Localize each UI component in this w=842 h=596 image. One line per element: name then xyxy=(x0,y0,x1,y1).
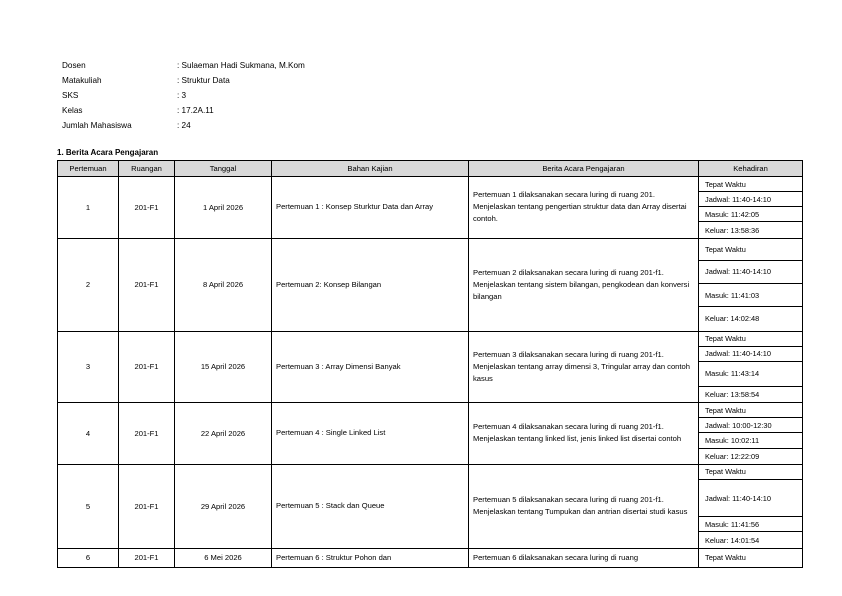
info-label: Dosen xyxy=(62,61,86,70)
cell-berita-acara: Pertemuan 1 dilaksanakan secara luring di ruang 201. Menjelaskan tentang pengertian struktur data dan Array disertai contoh. xyxy=(469,177,699,239)
cell-kehadiran-jadwal: Jadwal: 11:40-14:10 xyxy=(699,479,803,516)
cell-kehadiran-status: Tepat Waktu xyxy=(699,403,803,418)
cell-pertemuan: 4 xyxy=(58,403,119,465)
cell-kehadiran-keluar: Keluar: 13:58:36 xyxy=(699,222,803,238)
info-value: : 17.2A.11 xyxy=(177,106,214,115)
table-row xyxy=(58,177,803,192)
cell-berita-acara: Pertemuan 3 dilaksanakan secara luring di ruang 201-f1. Menjelaskan tentang array dimensi 3, Tringular array dan contoh kasus xyxy=(469,331,699,403)
info-value: : 24 xyxy=(177,121,191,130)
info-row-sks xyxy=(62,88,305,103)
cell-kehadiran-masuk: Masuk: 11:41:03 xyxy=(699,284,803,307)
cell-pertemuan: 6 xyxy=(58,548,119,567)
info-label: Matakuliah xyxy=(62,76,102,85)
cell-tanggal: 22 April 2026 xyxy=(175,403,272,465)
cell-ruangan: 201-F1 xyxy=(119,177,175,239)
cell-kehadiran-keluar: Keluar: 14:02:48 xyxy=(699,307,803,331)
info-row-jumlah-mahasiswa xyxy=(62,118,305,133)
header-kehadiran: Kehadiran xyxy=(699,161,803,177)
cell-bahan-kajian: Pertemuan 4 : Single Linked List xyxy=(272,403,469,465)
cell-pertemuan: 2 xyxy=(58,238,119,331)
info-label: Jumlah Mahasiswa xyxy=(62,121,132,130)
cell-ruangan: 201-F1 xyxy=(119,548,175,567)
section-title: 1. Berita Acara Pengajaran xyxy=(57,148,159,157)
table-header-row xyxy=(58,161,803,177)
cell-kehadiran-jadwal: Jadwal: 11:40-14:10 xyxy=(699,346,803,361)
cell-kehadiran-masuk: Masuk: 11:43:14 xyxy=(699,361,803,386)
header-berita-acara: Berita Acara Pengajaran xyxy=(469,161,699,177)
header-tanggal: Tanggal xyxy=(175,161,272,177)
info-row-matakuliah xyxy=(62,73,305,88)
cell-bahan-kajian: Pertemuan 1 : Konsep Sturktur Data dan Array xyxy=(272,177,469,239)
table-row xyxy=(58,331,803,346)
header-pertemuan: Pertemuan xyxy=(58,161,119,177)
cell-ruangan: 201-F1 xyxy=(119,403,175,465)
cell-bahan-kajian: Pertemuan 3 : Array Dimensi Banyak xyxy=(272,331,469,403)
info-row-kelas xyxy=(62,103,305,118)
cell-kehadiran-keluar: Keluar: 13:58:54 xyxy=(699,387,803,403)
berita-acara-table xyxy=(57,160,803,568)
info-label: SKS xyxy=(62,91,79,100)
course-info xyxy=(62,58,305,133)
cell-tanggal: 15 April 2026 xyxy=(175,331,272,403)
cell-kehadiran-status: Tepat Waktu xyxy=(699,177,803,192)
cell-berita-acara: Pertemuan 6 dilaksanakan secara luring di ruang xyxy=(469,548,699,567)
info-row-dosen xyxy=(62,58,305,73)
cell-tanggal: 29 April 2026 xyxy=(175,464,272,548)
cell-kehadiran-keluar: Keluar: 12:22:09 xyxy=(699,448,803,464)
cell-kehadiran-masuk: Masuk: 10:02:11 xyxy=(699,433,803,448)
cell-kehadiran-masuk: Masuk: 11:42:05 xyxy=(699,207,803,222)
info-value: : Sulaeman Hadi Sukmana, M.Kom xyxy=(177,61,305,70)
cell-ruangan: 201-F1 xyxy=(119,331,175,403)
cell-kehadiran-masuk: Masuk: 11:41:56 xyxy=(699,517,803,532)
cell-kehadiran-jadwal: Jadwal: 11:40-14:10 xyxy=(699,260,803,283)
cell-kehadiran-keluar: Keluar: 14:01:54 xyxy=(699,532,803,548)
table-row xyxy=(58,548,803,567)
cell-tanggal: 8 April 2026 xyxy=(175,238,272,331)
cell-berita-acara: Pertemuan 2 dilaksanakan secara luring di ruang 201-f1. Menjelaskan tentang sistem bilangan, pengkodean dan konversi bilangan xyxy=(469,238,699,331)
cell-kehadiran-jadwal: Jadwal: 10:00-12:30 xyxy=(699,418,803,433)
cell-pertemuan: 1 xyxy=(58,177,119,239)
cell-berita-acara: Pertemuan 5 dilaksanakan secara luring di ruang 201-f1. Menjelaskan tentang Tumpukan dan antrian disertai studi kasus xyxy=(469,464,699,548)
cell-tanggal: 1 April 2026 xyxy=(175,177,272,239)
info-label: Kelas xyxy=(62,106,83,115)
cell-bahan-kajian: Pertemuan 6 : Struktur Pohon dan xyxy=(272,548,469,567)
cell-bahan-kajian: Pertemuan 2: Konsep Bilangan xyxy=(272,238,469,331)
table-row xyxy=(58,403,803,418)
info-value: : Struktur Data xyxy=(177,76,230,85)
cell-kehadiran-status: Tepat Waktu xyxy=(699,548,803,567)
cell-kehadiran-status: Tepat Waktu xyxy=(699,238,803,260)
cell-kehadiran-status: Tepat Waktu xyxy=(699,464,803,479)
info-value: : 3 xyxy=(177,91,187,100)
cell-tanggal: 6 Mei 2026 xyxy=(175,548,272,567)
cell-ruangan: 201-F1 xyxy=(119,464,175,548)
cell-ruangan: 201-F1 xyxy=(119,238,175,331)
table-row xyxy=(58,238,803,260)
cell-pertemuan: 3 xyxy=(58,331,119,403)
cell-pertemuan: 5 xyxy=(58,464,119,548)
header-bahan-kajian: Bahan Kajian xyxy=(272,161,469,177)
cell-kehadiran-jadwal: Jadwal: 11:40-14:10 xyxy=(699,192,803,207)
cell-kehadiran-status: Tepat Waktu xyxy=(699,331,803,346)
cell-berita-acara: Pertemuan 4 dilaksanakan secara luring di ruang 201-f1. Menjelaskan tentang linked list, jenis linked list disertai contoh xyxy=(469,403,699,465)
table-row xyxy=(58,464,803,479)
cell-bahan-kajian: Pertemuan 5 : Stack dan Queue xyxy=(272,464,469,548)
header-ruangan: Ruangan xyxy=(119,161,175,177)
